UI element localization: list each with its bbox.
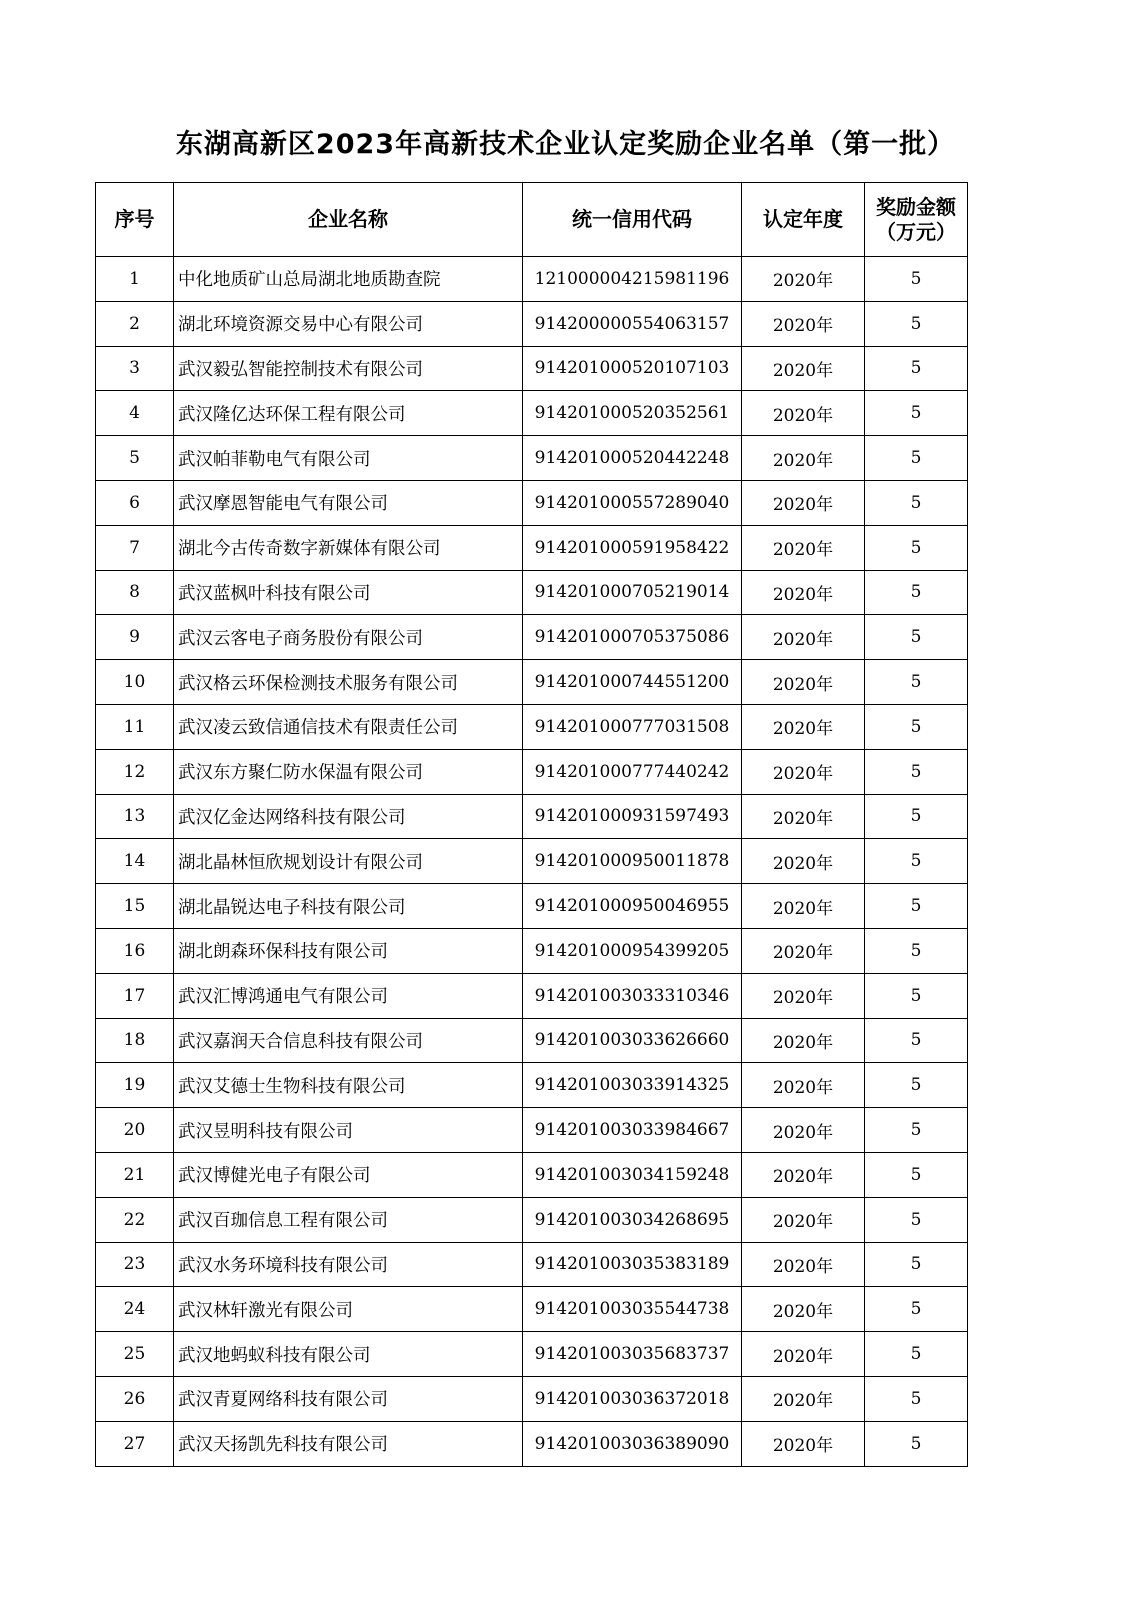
table-row [96, 391, 968, 436]
row-year: 2020年 [742, 884, 865, 929]
row-amount: 5 [865, 884, 968, 929]
row-year: 2020年 [742, 1108, 865, 1153]
header-index: 序号 [96, 183, 174, 257]
row-amount: 5 [865, 1332, 968, 1377]
row-year: 2020年 [742, 257, 865, 302]
row-index: 2 [96, 301, 174, 346]
row-credit-code: 914201003034268695 [523, 1197, 742, 1242]
row-credit-code: 914201003036389090 [523, 1421, 742, 1466]
header-amount-line1: 奖励金额 [876, 194, 956, 219]
row-enterprise-name: 武汉摩恩智能电气有限公司 [174, 480, 523, 525]
row-index: 27 [96, 1421, 174, 1466]
row-enterprise-name: 湖北晶林恒欣规划设计有限公司 [174, 839, 523, 884]
header-code: 统一信用代码 [523, 183, 742, 257]
table-row [96, 570, 968, 615]
table-row [96, 1152, 968, 1197]
row-year: 2020年 [742, 1197, 865, 1242]
row-credit-code: 914201003036372018 [523, 1376, 742, 1421]
row-enterprise-name: 武汉亿金达网络科技有限公司 [174, 794, 523, 839]
row-enterprise-name: 湖北朗森环保科技有限公司 [174, 928, 523, 973]
row-enterprise-name: 武汉百珈信息工程有限公司 [174, 1197, 523, 1242]
row-amount: 5 [865, 257, 968, 302]
row-amount: 5 [865, 749, 968, 794]
row-enterprise-name: 武汉帕菲勒电气有限公司 [174, 436, 523, 481]
enterprise-table [95, 182, 968, 1467]
row-enterprise-name: 武汉凌云致信通信技术有限责任公司 [174, 704, 523, 749]
row-year: 2020年 [742, 615, 865, 660]
row-enterprise-name: 武汉隆亿达环保工程有限公司 [174, 391, 523, 436]
table-row [96, 257, 968, 302]
row-index: 7 [96, 525, 174, 570]
row-credit-code: 914201000950011878 [523, 839, 742, 884]
row-enterprise-name: 武汉嘉润天合信息科技有限公司 [174, 1018, 523, 1063]
row-index: 19 [96, 1063, 174, 1108]
row-index: 16 [96, 928, 174, 973]
row-year: 2020年 [742, 1332, 865, 1377]
row-index: 24 [96, 1287, 174, 1332]
row-amount: 5 [865, 1018, 968, 1063]
table-row [96, 704, 968, 749]
row-year: 2020年 [742, 704, 865, 749]
row-credit-code: 914201000931597493 [523, 794, 742, 839]
row-credit-code: 914201000591958422 [523, 525, 742, 570]
row-index: 18 [96, 1018, 174, 1063]
row-enterprise-name: 武汉东方聚仁防水保温有限公司 [174, 749, 523, 794]
row-amount: 5 [865, 839, 968, 884]
row-amount: 5 [865, 973, 968, 1018]
row-credit-code: 914201003033310346 [523, 973, 742, 1018]
row-enterprise-name: 武汉青夏网络科技有限公司 [174, 1376, 523, 1421]
row-credit-code: 914201000777031508 [523, 704, 742, 749]
row-index: 13 [96, 794, 174, 839]
row-index: 17 [96, 973, 174, 1018]
row-amount: 5 [865, 525, 968, 570]
row-credit-code: 914201000954399205 [523, 928, 742, 973]
row-credit-code: 914201000557289040 [523, 480, 742, 525]
row-enterprise-name: 湖北晶锐达电子科技有限公司 [174, 884, 523, 929]
row-credit-code: 914201003033914325 [523, 1063, 742, 1108]
table-row [96, 839, 968, 884]
row-year: 2020年 [742, 346, 865, 391]
row-index: 20 [96, 1108, 174, 1153]
row-credit-code: 914201000520352561 [523, 391, 742, 436]
row-enterprise-name: 武汉昱明科技有限公司 [174, 1108, 523, 1153]
row-amount: 5 [865, 660, 968, 705]
table-row [96, 480, 968, 525]
row-index: 26 [96, 1376, 174, 1421]
table-row [96, 928, 968, 973]
row-year: 2020年 [742, 1421, 865, 1466]
row-credit-code: 914201003035544738 [523, 1287, 742, 1332]
row-year: 2020年 [742, 1063, 865, 1108]
row-credit-code: 914201003035383189 [523, 1242, 742, 1287]
row-credit-code: 914201000520107103 [523, 346, 742, 391]
row-index: 14 [96, 839, 174, 884]
row-index: 15 [96, 884, 174, 929]
row-amount: 5 [865, 1108, 968, 1153]
row-enterprise-name: 武汉艾德士生物科技有限公司 [174, 1063, 523, 1108]
row-index: 11 [96, 704, 174, 749]
row-amount: 5 [865, 1287, 968, 1332]
row-year: 2020年 [742, 301, 865, 346]
row-year: 2020年 [742, 1376, 865, 1421]
row-amount: 5 [865, 570, 968, 615]
table-row [96, 1421, 968, 1466]
row-credit-code: 914201003034159248 [523, 1152, 742, 1197]
row-index: 3 [96, 346, 174, 391]
row-credit-code: 914201003033626660 [523, 1018, 742, 1063]
row-year: 2020年 [742, 1018, 865, 1063]
row-index: 5 [96, 436, 174, 481]
row-year: 2020年 [742, 391, 865, 436]
table-row [96, 436, 968, 481]
table-row [96, 660, 968, 705]
row-enterprise-name: 武汉地蚂蚁科技有限公司 [174, 1332, 523, 1377]
row-year: 2020年 [742, 839, 865, 884]
table-row [96, 794, 968, 839]
row-credit-code: 914201000705219014 [523, 570, 742, 615]
row-index: 21 [96, 1152, 174, 1197]
row-amount: 5 [865, 480, 968, 525]
row-year: 2020年 [742, 1287, 865, 1332]
row-amount: 5 [865, 391, 968, 436]
header-amount-line2: （万元） [876, 219, 956, 244]
row-enterprise-name: 湖北今古传奇数字新媒体有限公司 [174, 525, 523, 570]
row-amount: 5 [865, 928, 968, 973]
row-amount: 5 [865, 704, 968, 749]
row-credit-code: 914201003033984667 [523, 1108, 742, 1153]
row-index: 9 [96, 615, 174, 660]
row-amount: 5 [865, 301, 968, 346]
row-year: 2020年 [742, 973, 865, 1018]
table-header [96, 183, 968, 257]
row-enterprise-name: 武汉云客电子商务股份有限公司 [174, 615, 523, 660]
header-name: 企业名称 [174, 183, 523, 257]
header-row [96, 183, 968, 257]
row-enterprise-name: 武汉水务环境科技有限公司 [174, 1242, 523, 1287]
row-index: 12 [96, 749, 174, 794]
row-amount: 5 [865, 1421, 968, 1466]
row-year: 2020年 [742, 660, 865, 705]
header-year: 认定年度 [742, 183, 865, 257]
row-credit-code: 914201003035683737 [523, 1332, 742, 1377]
row-enterprise-name: 中化地质矿山总局湖北地质勘查院 [174, 257, 523, 302]
row-amount: 5 [865, 346, 968, 391]
row-index: 4 [96, 391, 174, 436]
row-index: 8 [96, 570, 174, 615]
row-index: 6 [96, 480, 174, 525]
table-row [96, 749, 968, 794]
row-year: 2020年 [742, 525, 865, 570]
table-row [96, 1063, 968, 1108]
row-amount: 5 [865, 1242, 968, 1287]
row-year: 2020年 [742, 1242, 865, 1287]
table-row [96, 973, 968, 1018]
row-enterprise-name: 武汉毅弘智能控制技术有限公司 [174, 346, 523, 391]
table-row [96, 1197, 968, 1242]
row-enterprise-name: 武汉博健光电子有限公司 [174, 1152, 523, 1197]
table-row [96, 346, 968, 391]
row-credit-code: 914201000705375086 [523, 615, 742, 660]
table-row [96, 1018, 968, 1063]
row-index: 1 [96, 257, 174, 302]
row-amount: 5 [865, 1376, 968, 1421]
row-amount: 5 [865, 794, 968, 839]
page-title: 东湖高新区2023年高新技术企业认定奖励企业名单（第一批） [175, 129, 956, 160]
row-index: 23 [96, 1242, 174, 1287]
row-amount: 5 [865, 615, 968, 660]
row-credit-code: 914201000950046955 [523, 884, 742, 929]
row-enterprise-name: 湖北环境资源交易中心有限公司 [174, 301, 523, 346]
row-credit-code: 914201000777440242 [523, 749, 742, 794]
row-year: 2020年 [742, 436, 865, 481]
table-row [96, 1332, 968, 1377]
row-index: 25 [96, 1332, 174, 1377]
row-year: 2020年 [742, 928, 865, 973]
table-body [96, 257, 968, 1467]
table-row [96, 301, 968, 346]
row-amount: 5 [865, 1063, 968, 1108]
table-row [96, 1108, 968, 1153]
row-enterprise-name: 武汉汇博鸿通电气有限公司 [174, 973, 523, 1018]
row-enterprise-name: 武汉蓝枫叶科技有限公司 [174, 570, 523, 615]
row-year: 2020年 [742, 794, 865, 839]
table-row [96, 1376, 968, 1421]
row-year: 2020年 [742, 1152, 865, 1197]
table-row [96, 1242, 968, 1287]
row-credit-code: 914200000554063157 [523, 301, 742, 346]
row-credit-code: 914201000744551200 [523, 660, 742, 705]
row-year: 2020年 [742, 480, 865, 525]
header-amount [865, 183, 968, 257]
row-year: 2020年 [742, 570, 865, 615]
row-index: 22 [96, 1197, 174, 1242]
table-row [96, 884, 968, 929]
row-enterprise-name: 武汉林轩激光有限公司 [174, 1287, 523, 1332]
table-row [96, 525, 968, 570]
row-year: 2020年 [742, 749, 865, 794]
row-enterprise-name: 武汉格云环保检测技术服务有限公司 [174, 660, 523, 705]
table-row [96, 615, 968, 660]
row-amount: 5 [865, 1152, 968, 1197]
row-credit-code: 914201000520442248 [523, 436, 742, 481]
row-amount: 5 [865, 1197, 968, 1242]
row-enterprise-name: 武汉天扬凯先科技有限公司 [174, 1421, 523, 1466]
row-index: 10 [96, 660, 174, 705]
row-amount: 5 [865, 436, 968, 481]
table-row [96, 1287, 968, 1332]
row-credit-code: 121000004215981196 [523, 257, 742, 302]
